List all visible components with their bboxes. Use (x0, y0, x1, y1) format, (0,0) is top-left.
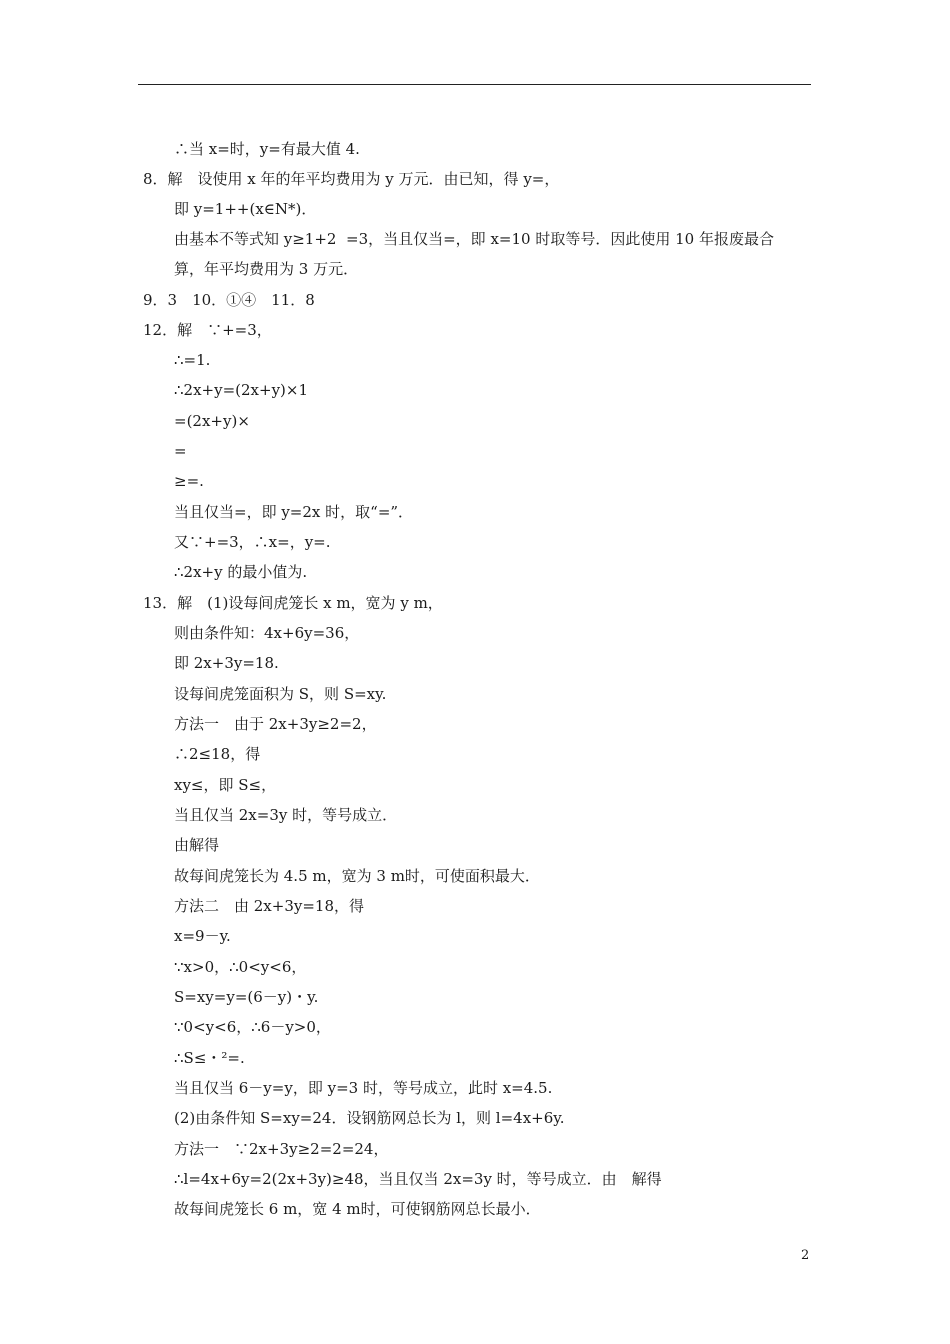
text-line: ∴2x+y=(2x+y)×1 (174, 381, 309, 399)
text-line: ∴当 x=时，y=有最大值 4. (174, 140, 360, 158)
text-line: 即 2x+3y=18. (174, 654, 279, 672)
text-line: =(2x+y)× (174, 412, 250, 430)
text-line: ∴2x+y 的最小值为. (174, 563, 308, 581)
text-line: 方法一 ∵2x+3y≥2=2=24， (174, 1140, 389, 1158)
text-line: ∴2≤18，得 (174, 745, 261, 763)
text-line: 由基本不等式知 y≥1+2 =3，当且仅当=，即 x=10 时取等号．因此使用 10 年报废最合 (174, 230, 774, 248)
text-line: 故每间虎笼长 6 m，宽 4 m时，可使钢筋网总长最小． (174, 1200, 541, 1218)
text-line: (2)由条件知 S=xy=24．设钢筋网总长为 l，则 l=4x+6y. (174, 1109, 565, 1127)
text-line: 当且仅当=，即 y=2x 时，取“=”． (174, 503, 414, 521)
text-line: 13．解 (1)设每间虎笼长 x m，宽为 y m， (143, 594, 443, 612)
text-line: ∴S≤・²=. (174, 1049, 245, 1067)
text-line: 12．解 ∵+=3， (143, 321, 272, 339)
text-line: ∴=1. (174, 351, 211, 369)
text-line: x=9－y. (174, 927, 231, 945)
text-line: 8．解 设使用 x 年的年平均费用为 y 万元．由已知，得 y=， (143, 170, 560, 188)
text-line: 当且仅当 2x=3y 时，等号成立． (174, 806, 398, 824)
text-line: ∵x>0，∴0<y<6， (174, 958, 307, 976)
text-line: 即 y=1++(x∈N*)． (174, 200, 317, 218)
text-line: xy≤，即 S≤， (174, 776, 277, 794)
text-line: ≥=. (174, 472, 204, 490)
text-line: 由解得 (174, 836, 220, 854)
text-line: 方法二 由 2x+3y=18，得 (174, 897, 365, 915)
text-line: 当且仅当 6－y=y，即 y=3 时，等号成立，此时 x=4.5. (174, 1079, 553, 1097)
text-line: ∴l=4x+6y=2(2x+3y)≥48，当且仅当 2x=3y 时，等号成立．由 解得 (174, 1170, 662, 1188)
text-line: 算，年平均费用为 3 万元． (174, 260, 359, 278)
text-line: ∵0<y<6，∴6－y>0， (174, 1018, 331, 1036)
text-line: 方法一 由于 2x+3y≥2=2， (174, 715, 377, 733)
text-line: 又∵+=3，∴x=，y=. (174, 533, 331, 551)
text-line: = (174, 442, 187, 460)
header-rule (138, 84, 811, 85)
text-line: S=xy=y=(6－y)・y. (174, 988, 319, 1006)
text-line: 则由条件知：4x+6y=36， (174, 624, 360, 642)
text-line: 故每间虎笼长为 4.5 m，宽为 3 m时，可使面积最大． (174, 867, 540, 885)
text-line: 9．3 10．①④ 11．8 (143, 291, 315, 309)
text-line: 设每间虎笼面积为 S，则 S=xy. (174, 685, 387, 703)
page-number: 2 (801, 1248, 810, 1263)
